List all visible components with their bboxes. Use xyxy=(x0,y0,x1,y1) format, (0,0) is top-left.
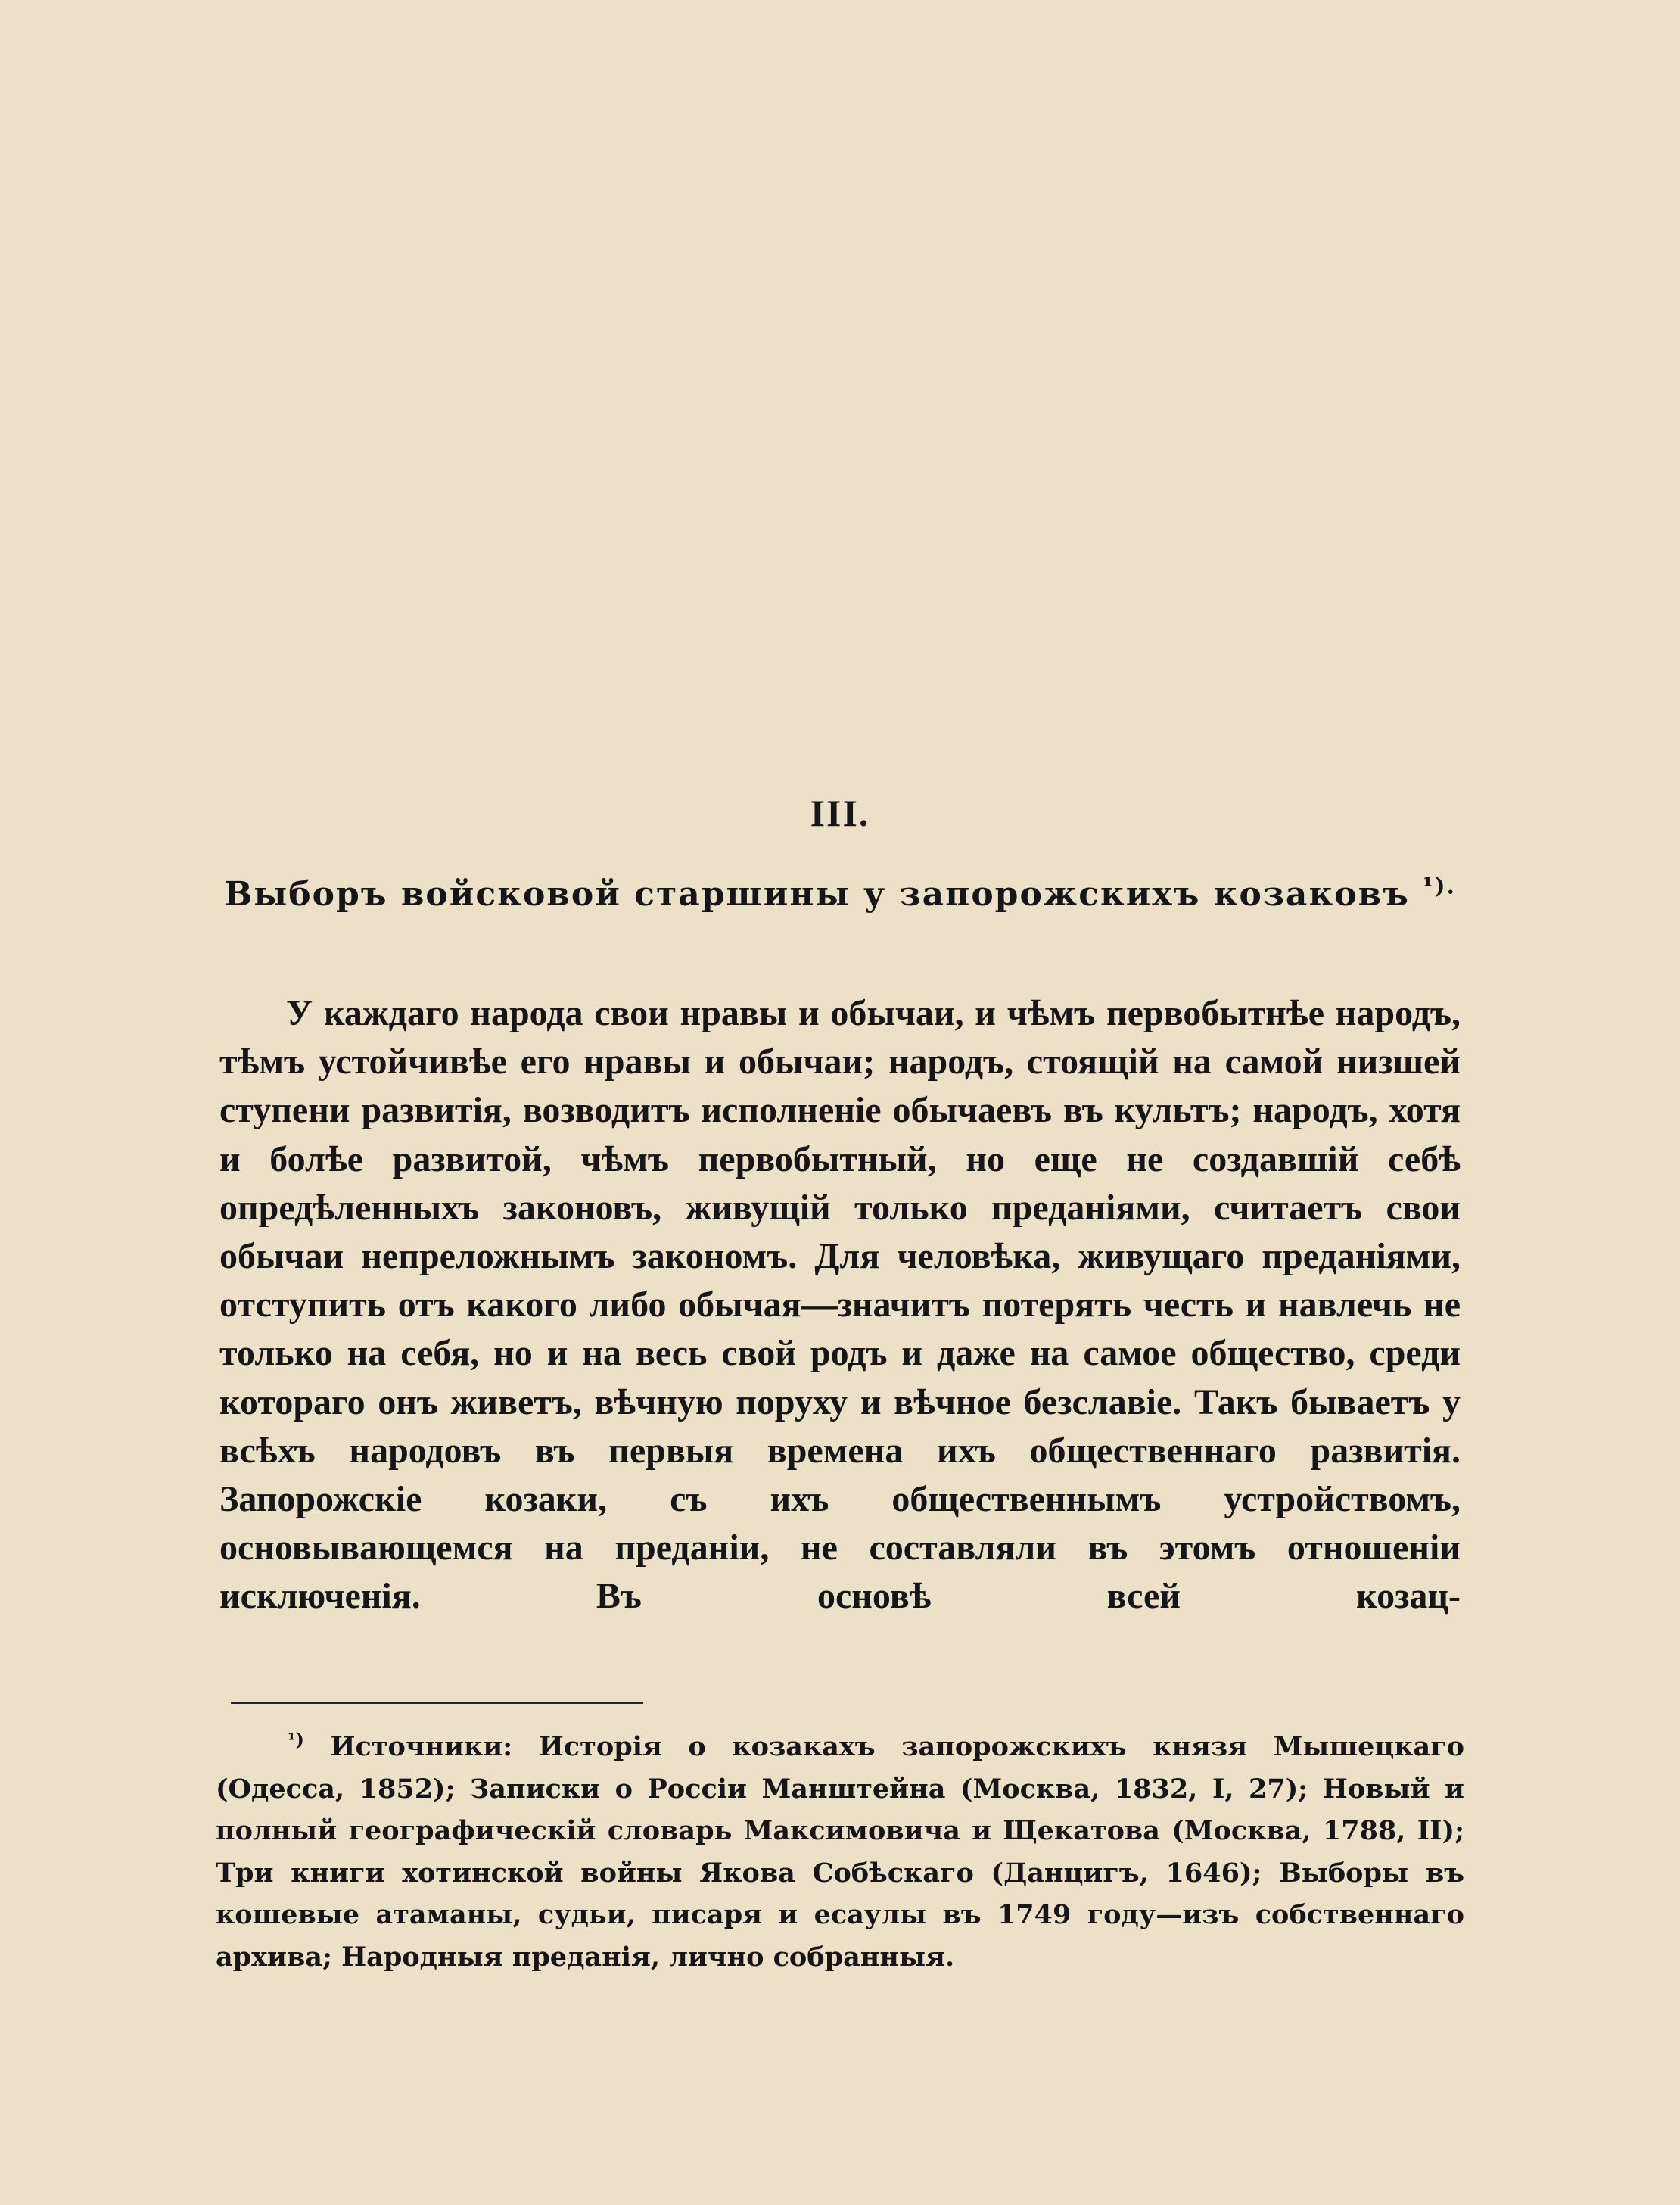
chapter-number: III. xyxy=(810,792,870,834)
footnote-mark: ¹) xyxy=(288,1728,304,1751)
body-paragraph: У каждаго народа свои нравы и обычаи, и чѣмъ первобытнѣе народъ, тѣмъ устойчивѣе его нравы и обычаи; народъ, стоящій на самой низшей ступени развитія, возводитъ исполненіе обычаевъ въ культъ; народъ, хотя и болѣе развитой, чѣмъ первобытный, но еще не создавшій себѣ опредѣленныхъ законовъ, живущій только преданіями, считаетъ свои обычаи непреложнымъ закономъ. Для человѣка, живущаго преданіями, отступить отъ какого либо обычая—значитъ потерять честь и навлечь не только на себя, но и на весь свой родъ и даже на самое общество, среди котораго онъ живетъ, вѣчную поруху и вѣчное безславіе. Такъ бываетъ у всѣхъ народовъ въ первыя времена ихъ общественнаго развитія. Запорожскіе козаки, съ ихъ общественнымъ устройствомъ, основывающемся на преданіи, не составляли въ этомъ отношеніи исключенія. Въ основѣ всей козац- xyxy=(219,993,1461,1617)
footnote-reference[interactable]: ¹). xyxy=(1423,873,1456,900)
chapter-title xyxy=(219,870,1461,919)
footnote-text: Источники: Исторія о козакахъ запорожскихъ князя Мышецкаго (Одесса, 1852); Записки о Россіи Манштейна (Москва, 1832, I, 27); Новый и полный географическій словарь Максимовича и Щекатова (Москва, 1788, II); Три книги хотинской войны Якова Собѣскаго (Данцигъ, 1646); Выборы въ кошевые атаманы, судьи, писаря и есаулы въ 1749 году—изъ собственнаго архива; Народныя преданія, лично собранныя. xyxy=(216,1731,1464,1973)
footnote xyxy=(216,1726,1464,1978)
chapter-title-text: Выборъ войсковой старшины у запорожскихъ козаковъ xyxy=(224,875,1410,914)
footnote-divider xyxy=(231,1702,643,1704)
